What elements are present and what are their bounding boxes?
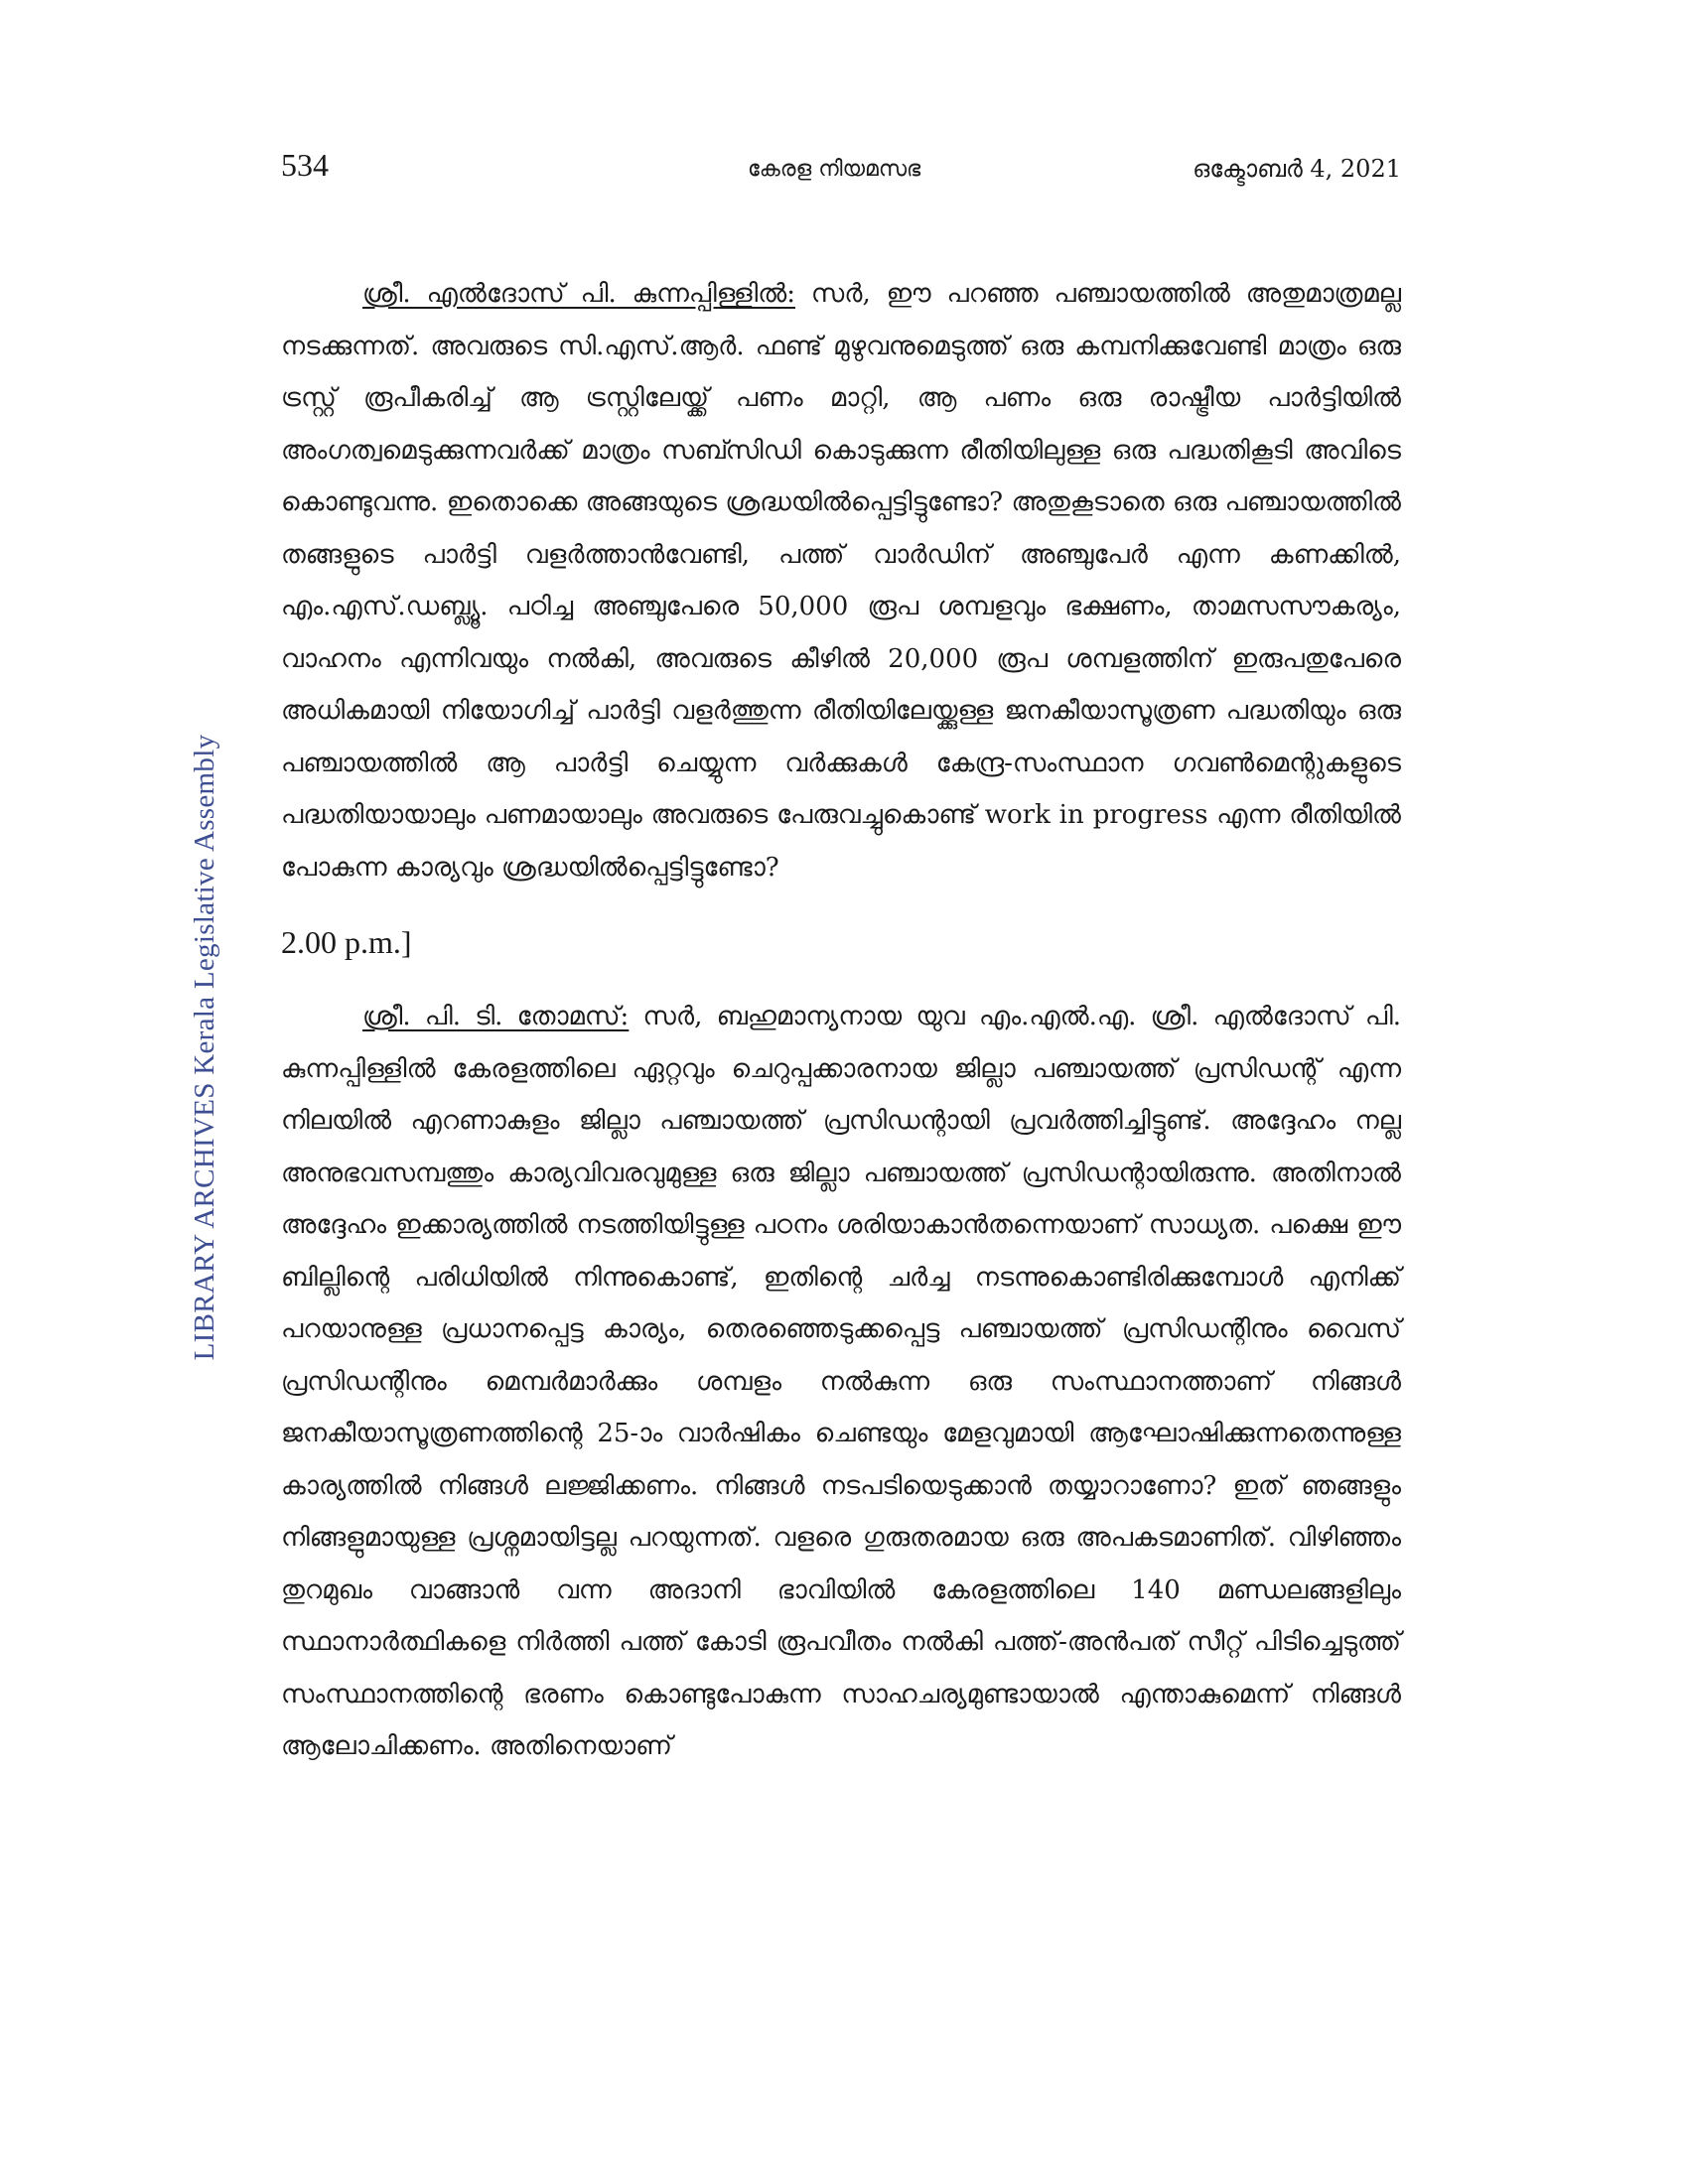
header-date: ഒക്ടോബർ 4, 2021: [1193, 155, 1401, 183]
speaker-name: ശ്രീ. പി. ടി. തോമസ്:: [362, 1002, 630, 1031]
speaker-name: ശ്രീ. എൽദോസ് പി. കുന്നപ്പിള്ളിൽ:: [362, 279, 795, 309]
page-header: [281, 147, 1401, 197]
speech-paragraph-1: [281, 268, 1401, 893]
header-title: കേരള നിയമസഭ: [748, 157, 921, 182]
speech-text: സർ, ബഹുമാന്യനായ യുവ എം.എൽ.എ. ശ്രീ. എൽദോസ് പി. കുന്നപ്പിള്ളിൽ കേരളത്തിലെ ഏറ്റവും ചെറുപ്പക്കാരനായ ജില്ലാ പഞ്ചായത്ത് പ്രസിഡന്റ് എന്ന നിലയിൽ എറണാകുളം ജില്ലാ പഞ്ചായത്ത് പ്രസിഡന്റായി പ്രവർത്തിച്ചിട്ടുണ്ട്. അദ്ദേഹം നല്ല അനുഭവസമ്പത്തും കാര്യവിവരവുമുള്ള ഒരു ജില്ലാ പഞ്ചായത്ത് പ്രസിഡന്റായിരുന്നു. അതിനാൽ അദ്ദേഹം ഇക്കാര്യത്തിൽ നടത്തിയിട്ടുള്ള പഠനം ശരിയാകാൻതന്നെയാണ് സാധ്യത. പക്ഷെ ഈ ബില്ലിന്റെ പരിധിയിൽ നിന്നുകൊണ്ട്, ഇതിന്റെ ചർച്ച നടന്നുകൊണ്ടിരിക്കുമ്പോൾ എനിക്ക് പറയാനുള്ള പ്രധാനപ്പെട്ട കാര്യം, തെരഞ്ഞെടുക്കപ്പെട്ട പഞ്ചായത്ത് പ്രസിഡന്റിനും വൈസ് പ്രസിഡന്റിനും മെമ്പർമാർക്കും ശമ്പളം നൽകുന്ന ഒരു സംസ്ഥാനത്താണ് നിങ്ങൾ ജനകീയാസൂത്രണത്തിന്റെ 25-ാം വാർഷികം ചെണ്ടയും മേളവുമായി ആഘോഷിക്കുന്നതെന്നുള്ള കാര്യത്തിൽ നിങ്ങൾ ലജ്ജിക്കണം. നിങ്ങൾ നടപടിയെടുക്കാൻ തയ്യാറാണോ? ഇത് ഞങ്ങളും നിങ്ങളുമായുള്ള പ്രശ്നമായിട്ടല്ല പറയുന്നത്. വളരെ ഗുരുതരമായ ഒരു അപകടമാണിത്. വിഴിഞ്ഞം തുറമുഖം വാങ്ങാൻ വന്ന അദാനി ഭാവിയിൽ കേരളത്തിലെ 140 മണ്ഡലങ്ങളിലും സ്ഥാനാർത്ഥികളെ നിർത്തി പത്ത് കോടി രൂപവീതം നൽകി പത്ത്-അൻപത് സീറ്റ് പിടിച്ചെടുത്ത് സംസ്ഥാനത്തിന്റെ ഭരണം കൊണ്ടുപോകുന്ന സാഹചര്യമുണ്ടായാൽ എന്താകുമെന്ന് നിങ്ങൾ ആലോചിക്കണം. അതിനെയാണ്: [281, 1002, 1401, 1761]
time-mark: 2.00 p.m.]: [281, 924, 412, 960]
page-number: 534: [281, 147, 329, 183]
speech-text: സർ, ഈ പറഞ്ഞ പഞ്ചായത്തിൽ അതുമാത്രമല്ല നടക്കുന്നത്. അവരുടെ സി.എസ്.ആർ. ഫണ്ട് മുഴുവനുമെടുത്ത് ഒരു കമ്പനിക്കുവേണ്ടി മാത്രം ഒരു ട്രസ്റ്റ് രൂപീകരിച്ച് ആ ട്രസ്റ്റിലേയ്ക്ക് പണം മാറ്റി, ആ പണം ഒരു രാഷ്ട്രീയ പാർട്ടിയിൽ അംഗത്വമെടുക്കുന്നവർക്ക് മാത്രം സബ്സിഡി കൊടുക്കുന്ന രീതിയിലുള്ള ഒരു പദ്ധതികൂടി അവിടെ കൊണ്ടുവന്നു. ഇതൊക്കെ അങ്ങയുടെ ശ്രദ്ധയിൽപ്പെട്ടിട്ടുണ്ടോ? അതുകൂടാതെ ഒരു പഞ്ചായത്തിൽ തങ്ങളുടെ പാർട്ടി വളർത്താൻവേണ്ടി, പത്ത് വാർഡിന് അഞ്ചുപേർ എന്ന കണക്കിൽ, എം.എസ്.ഡബ്ല്യൂ. പഠിച്ച അഞ്ചുപേരെ 50,000 രൂപ ശമ്പളവും ഭക്ഷണം, താമസസൗകര്യം, വാഹനം എന്നിവയും നൽകി, അവരുടെ കീഴിൽ 20,000 രൂപ ശമ്പളത്തിന് ഇരുപതുപേരെ അധികമായി നിയോഗിച്ച് പാർട്ടി വളർത്തുന്ന രീതിയിലേയ്ക്കുള്ള ജനകീയാസൂത്രണ പദ്ധതിയും ഒരു പഞ്ചായത്തിൽ ആ പാർട്ടി ചെയ്യുന്ന വർക്കുകൾ കേന്ദ്ര-സംസ്ഥാന ഗവൺമെന്റുകളുടെ പദ്ധതിയായാലും പണമായാലും അവരുടെ പേരുവച്ചുകൊണ്ട് work in progress എന്ന രീതിയിൽ പോകുന്ന കാര്യവും ശ്രദ്ധയിൽപ്പെട്ടിട്ടുണ്ടോ?: [281, 279, 1401, 883]
library-archives-watermark: LIBRARY ARCHIVES Kerala Legislative Assembly: [189, 734, 220, 1361]
proceedings-body: [281, 268, 1401, 1773]
speech-paragraph-2: [281, 991, 1401, 1773]
